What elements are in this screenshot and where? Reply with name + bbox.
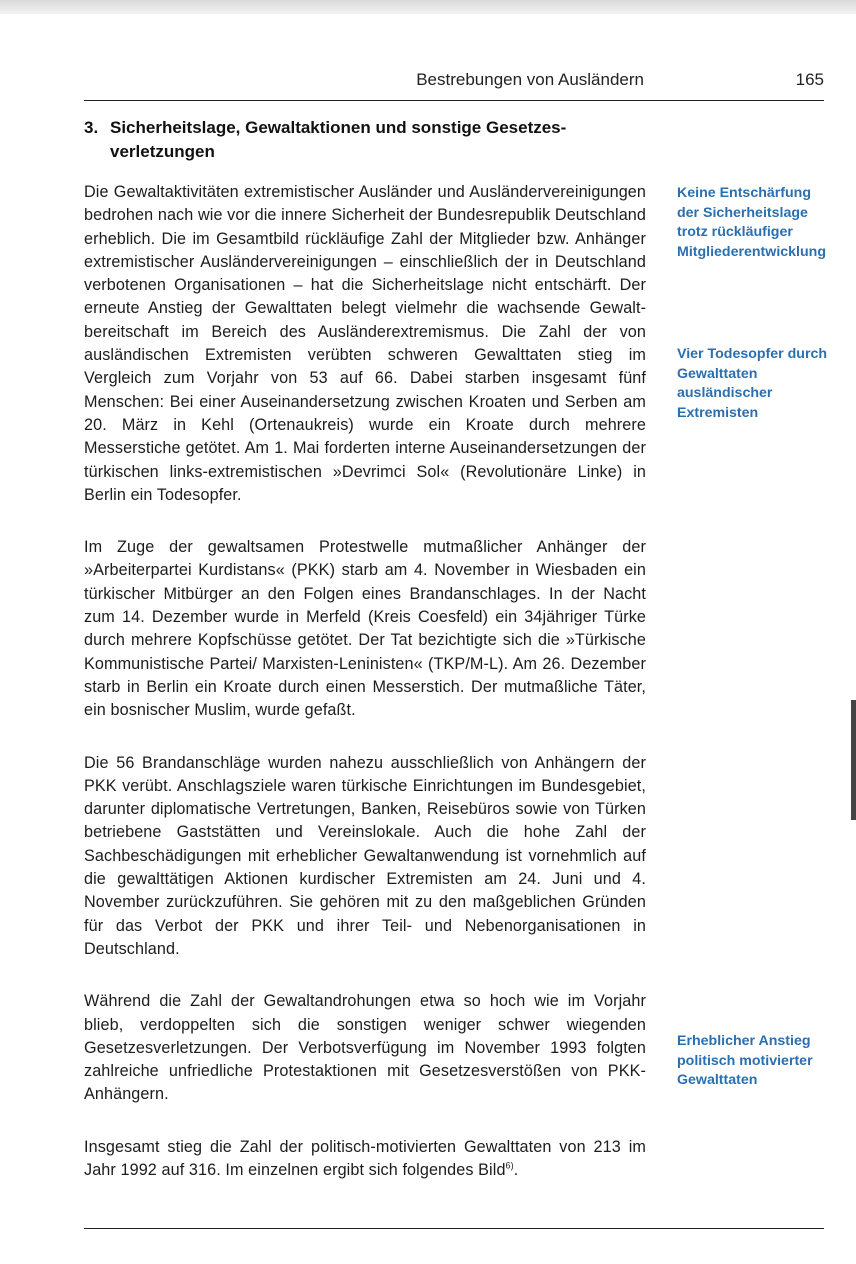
paragraph-5 [84, 1136, 646, 1183]
paragraph-5-text: Insgesamt stieg die Zahl der politisch-motivierten Gewalttaten von 213 im Jahr 1992 auf 316. Im einzelnen ergibt sich folgendes Bild [84, 1137, 646, 1179]
margin-note-3: Erheblicher Anstieg politisch motivierter Gewalttaten [677, 1033, 813, 1088]
running-header [84, 70, 824, 96]
margin-note-2: Vier Todesopfer durch Gewalttaten ausländischer Extremisten [677, 346, 828, 421]
paragraph-3: Die 56 Brandanschläge wurden nahezu ausschließlich von Anhängern der PKK verübt. Anschlagsziele waren türkische Einrichtungen im Bundesgebiet, darunter diplomatische Vertretungen, Banken, Reisebüros sowie von Türken betriebene Gaststätten und Vereinslokale. Auch die hohe Zahl der Sachbeschädigungen mit erheblicher Gewaltanwendung ist vornehmlich auf die gewalttätigen Aktionen kurdischer Extremisten am 24. Juni und 4. November zurückzuführen. Sie gehören mit zu den maßgeblichen Gründen für das Verbot der PKK und ihrer Teil- und Nebenorganisationen in Deutschland. [84, 753, 646, 958]
paragraph-2: Im Zuge der gewaltsamen Protestwelle mutmaßlicher Anhänger der »Arbeiterpartei Kurdistans« (PKK) starb am 4. November in Wiesbaden ein türkischer Mitbürger an den Folgen eines Brandanschlages. In der Nacht zum 14. Dezember wurde in Merfeld (Kreis Coesfeld) ein 34jähriger Türke durch mehrere Kopfschüsse getötet. Der Tat bezichtigte sich die »Türkische Kommunistische Partei/ Marxisten-Leninisten« (TKP/M-L). Am 26. Dezember starb in Berlin ein Kroate durch einen Messerstich. Der mutmaßliche Täter, ein bosnischer Muslim, wurde gefaßt. [84, 538, 646, 720]
section-heading [84, 116, 654, 164]
section-title-line-1: Sicherheitslage, Gewaltaktionen und sonstige Gesetzes- [110, 118, 567, 137]
margin-note-1: Keine Entschärfung der Sicherheitslage trotz rückläufiger Mitgliederentwicklung [677, 185, 826, 260]
page-number: 165 [795, 70, 824, 89]
paragraph-1: Die Gewaltaktivitäten extremistischer Ausländer und Ausländervereinigungen bedrohen nach wie vor die innere Sicherheit der Bundesrepublik Deutschland erheblich. Die im Gesamtbild rückläufige Zahl der Mitglieder bzw. Anhänger extremistischer Ausländervereinigungen – einschließlich der in Deutschland verbotenen Organisationen – hat die Sicherheitslage nicht entschärft. Der erneute Anstieg der Gewalttaten belegt vielmehr die wachsende Gewaltbereitschaft im Bereich des Ausländerextremismus. Die Zahl der von ausländischen Extremisten verübten schweren Gewalttaten stieg im Vergleich zum Vorjahr von 53 auf 66. Dabei starben insgesamt fünf Menschen: Bei einer Auseinandersetzung zwischen Kroaten und Serben am 20. März in Kehl (Ortenaukreis) wurde ein Kroate durch mehrere Messerstiche getötet. Am 1. Mai forderten interne Auseinandersetzungen der türkischen links-extremistischen »Devrimci Sol« (Revolutionäre Linke) in Berlin ein Todesopfer. [84, 183, 646, 504]
running-header-title: Bestrebungen von Ausländern [416, 70, 644, 89]
scan-top-edge [0, 0, 856, 14]
page-edge-mark [851, 700, 856, 820]
section-number: 3. [84, 118, 99, 137]
paragraph-5-end: . [513, 1160, 519, 1179]
section-title-line-2: verletzungen [110, 142, 215, 161]
paragraph-4: Während die Zahl der Gewaltandrohungen etwa so hoch wie im Vorjahr blieb, verdoppelten sich die sonstigen weniger schwer wiegenden Gesetzesverletzungen. Der Verbotsverfügung im November 1993 folgten zahlreiche unfriedliche Protestaktionen mit Gesetzesverstößen von PKK-Anhängern. [84, 992, 646, 1104]
footnote-marker: 6) [505, 1160, 514, 1171]
header-rule [84, 100, 824, 101]
footer-rule [84, 1228, 824, 1229]
body-text [84, 181, 646, 1211]
